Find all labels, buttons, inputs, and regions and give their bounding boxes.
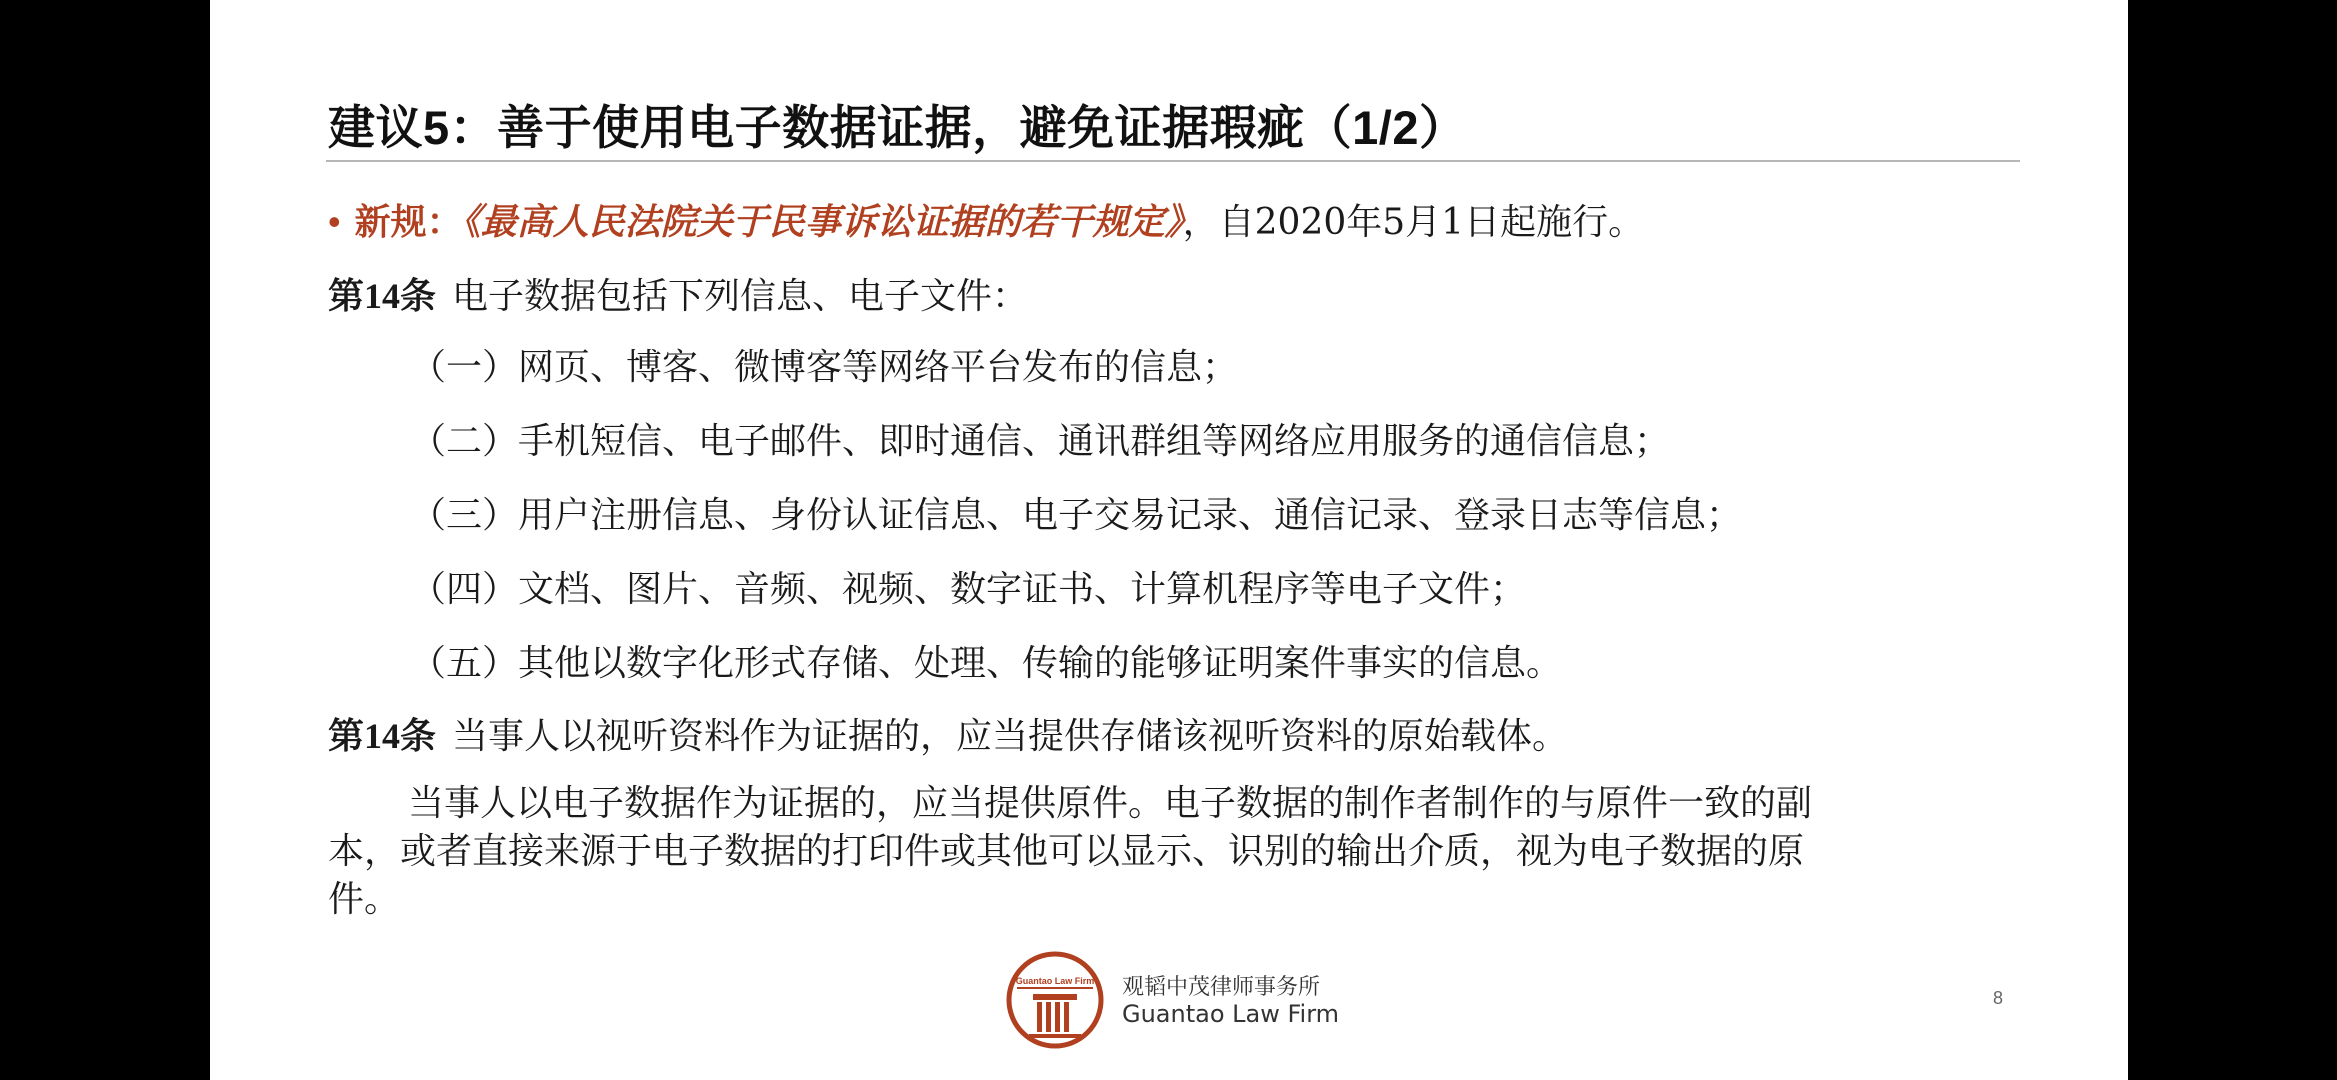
paragraph-line: 当事人以电子数据作为证据的，应当提供原件。电子数据的制作者制作的与原件一致的副	[408, 783, 1813, 824]
logo-text: Guantao Law Firm	[1015, 976, 1095, 986]
regulation-name: 《最高人民法院关于民事诉讼证据的若干规定》	[462, 201, 1183, 243]
article-14-audiovisual	[328, 712, 1568, 761]
new-regulation-label: 新规：	[354, 201, 463, 242]
electronic-data-paragraph	[328, 780, 2128, 924]
article-number: 第14条	[328, 716, 437, 756]
article-item-4: （四）文档、图片、音频、视频、数字证书、计算机程序等电子文件；	[410, 569, 1527, 610]
page-number: 8	[1993, 988, 2004, 1008]
article-text: 电子数据包括下列信息、电子文件：	[452, 276, 1029, 317]
new-regulation-bullet	[328, 198, 1644, 247]
paragraph-line: 件。	[328, 879, 401, 920]
firm-name-english: Guantao Law Firm	[1122, 1000, 1340, 1028]
title-divider	[326, 160, 2020, 162]
article-item-5: （五）其他以数字化形式存储、处理、传输的能够证明案件事实的信息。	[410, 643, 1563, 684]
effective-date-text: ，自2020年5月1日起施行。	[1182, 202, 1645, 243]
article-text: 当事人以视听资料作为证据的，应当提供存储该视听资料的原始载体。	[452, 716, 1569, 757]
firm-name-chinese: 观韬中茂律师事务所	[1122, 975, 1321, 1000]
article-item-3: （三）用户注册信息、身份认证信息、电子交易记录、通信记录、登录日志等信息；	[410, 495, 1743, 536]
article-item-1: （一）网页、博客、微博客等网络平台发布的信息；	[410, 347, 1239, 388]
paragraph-line: 本，或者直接来源于电子数据的打印件或其他可以显示、识别的输出介质，视为电子数据的原	[328, 831, 1805, 872]
guantao-logo-icon	[1003, 948, 1107, 1052]
bullet-dot-icon: •	[328, 201, 341, 242]
article-number: 第14条	[328, 276, 437, 316]
slide	[210, 0, 2128, 1080]
article-item-2: （二）手机短信、电子邮件、即时通信、通讯群组等网络应用服务的通信信息；	[410, 421, 1671, 462]
slide-title: 建议5：善于使用电子数据证据，避免证据瑕疵（1/2）	[328, 101, 1467, 154]
article-14-heading	[328, 272, 1028, 321]
